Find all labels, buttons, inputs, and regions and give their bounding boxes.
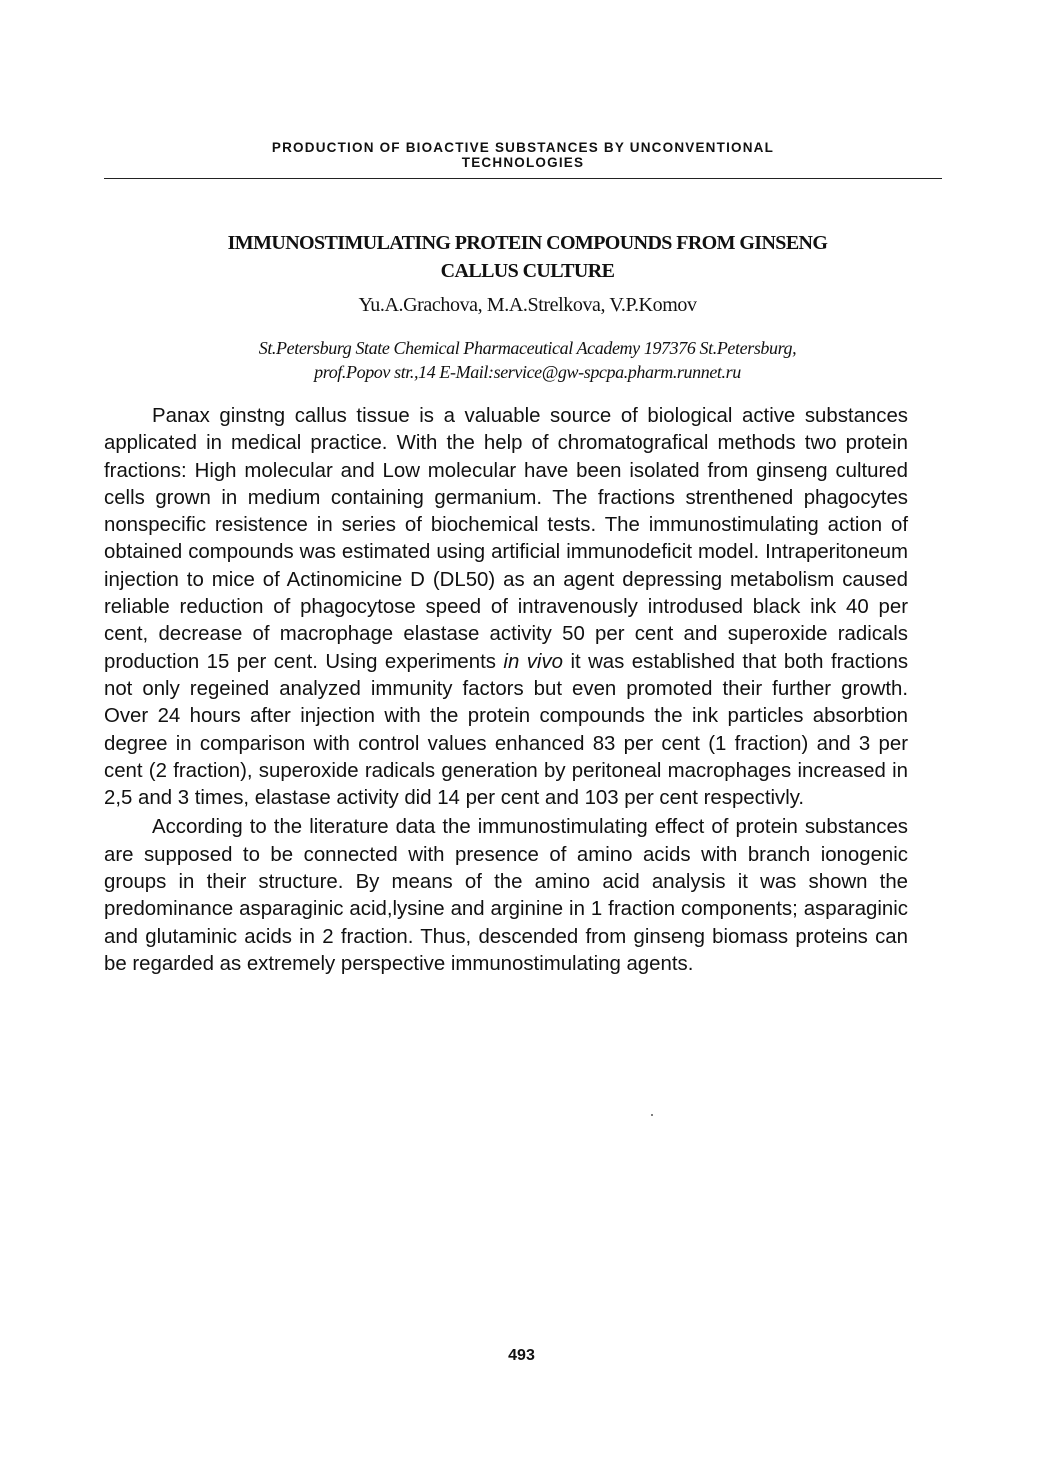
- affiliation-line-2: prof.Popov str.,14 E-Mail:service@gw-spcpa.pharm.runnet.ru: [314, 362, 741, 382]
- paragraph-1-part-2: it was established that both fractions not only regeined analyzed immunity factors but even promoted their further growth. Over 24 hours after injection with the protein compounds the ink particles absorbtion degree in comparison with control values enhanced 83 per cent (1 fraction) and 3 per cent (2 fraction), superoxide radicals generation by peritoneal macrophages increased in 2,5 and 3 times, elastase activity did 14 per cent and 103 per cent respectivly.: [104, 650, 909, 810]
- paragraph-1-italic: in vivo: [503, 650, 563, 673]
- paragraph-1: [104, 403, 908, 812]
- running-head-line-1: PRODUCTION OF BIOACTIVE SUBSTANCES BY UNCONVENTIONAL: [271, 140, 775, 155]
- affiliation-line-1: St.Petersburg State Chemical Pharmaceutical Academy 197376 St.Petersburg,: [258, 338, 797, 358]
- title-line-2: CALLUS CULTURE: [440, 260, 615, 282]
- running-head-line-2: TECHNOLOGIES: [461, 155, 585, 170]
- page-number: 493: [508, 1347, 535, 1364]
- article-authors: Yu.A.Grachova, M.A.Strelkova, V.P.Komov: [358, 294, 697, 316]
- article-affiliation: [100, 336, 955, 384]
- article-title: [100, 229, 955, 285]
- article-body: [104, 403, 908, 980]
- scan-speck: [651, 1114, 653, 1116]
- title-line-1: IMMUNOSTIMULATING PROTEIN COMPOUNDS FROM GINSENG: [227, 232, 828, 254]
- running-head: [105, 140, 941, 170]
- paragraph-1-part-1: Panax ginstng callus tissue is a valuable source of biological active substances applicated in medical practice. With the help of chromatografical methods two protein fractions: High molecular and Low molecular have been isolated from ginseng cultured cells grown in medium containing germanium. The fractions strenthened phagocytes nonspecific resistence in series of biochemical tests. The immunostimulating action of obtained compounds was estimated using artificial immunodeficit model. Intraperitoneum injection to mice of Actinomicine D (DL50) as an agent depressing metabolism caused reliable reduction of phagocytose speed of intravenously introdused black ink 40 per cent, decrease of macrophage elastase activity 50 per cent and superoxide radicals production 15 per cent. Using experiments: [104, 405, 908, 673]
- header-rule: [104, 178, 942, 179]
- paragraph-2: According to the literature data the immunostimulating effect of protein substances are supposed to be connected with presence of amino acids with branch ionogenic groups in their structure. By means of the amino acid analysis it was shown the predominance asparaginic acid,lysine and arginine in 1 fraction components; asparaginic and glutaminic acids in 2 fraction. Thus, descended from ginseng biomass proteins can be regarded as extremely perspective immunostimulating agents.: [104, 816, 908, 975]
